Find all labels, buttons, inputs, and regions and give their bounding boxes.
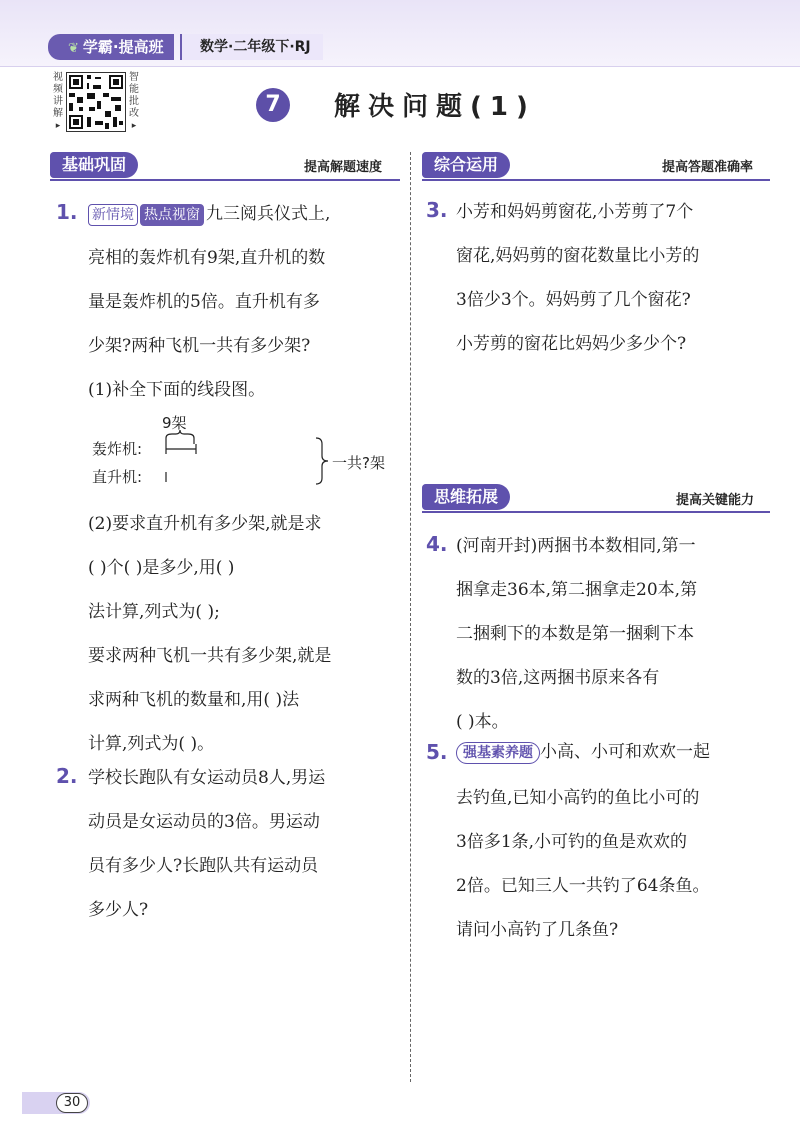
brand-text: 学霸·提高班 (82, 38, 164, 56)
q1-line-1: 新情境 热点视窗 九三阅兵仪式上, (88, 202, 330, 226)
diagram-helicopter-segment (164, 472, 174, 482)
column-divider (410, 152, 411, 1082)
q3-number: 3. (426, 198, 448, 222)
q1-part2-line-3: 法计算,列式为( ); (88, 602, 220, 622)
subject-label: 数学·二年级下·RJ (180, 34, 323, 60)
section-thinking-rule (422, 511, 770, 513)
q4-number: 4. (426, 532, 448, 556)
q4-line-3: 二捆剩下的本数是第一捆剩下本 (456, 624, 694, 644)
diagram-bomber-segment (164, 444, 198, 454)
q5-badge: 强基素养题 (456, 742, 540, 764)
q3-line-3: 3倍少3个。妈妈剪了几个窗花? (456, 290, 691, 310)
diagram-total-brace-icon (314, 436, 332, 486)
section-comprehensive-rule (422, 179, 770, 181)
q5-line-4: 2倍。已知三人一共钓了64条鱼。 (456, 876, 710, 896)
q4-line-5: ( )本。 (456, 712, 509, 732)
qr-code-icon[interactable] (66, 72, 126, 132)
q3-line-4: 小芳剪的窗花比妈妈少多少个? (456, 334, 687, 354)
section-comprehensive-tag: 提高答题准确率 (662, 160, 754, 175)
section-thinking-label: 思维拓展 (422, 484, 510, 510)
q1-line-2: 亮相的轰炸机有9架,直升机的数 (88, 248, 326, 268)
q2-line-2: 动员是女运动员的3倍。男运动 (88, 812, 320, 832)
qr-right-label: 智 能 批 改 ▸ (129, 72, 139, 131)
q1-line-5: (1)补全下面的线段图。 (88, 380, 266, 400)
qr-left-label: 视 频 讲 解 ▸ (53, 72, 63, 131)
q1-badge-new: 新情境 (88, 204, 138, 226)
q1-part2-line-2: ( )个( )是多少,用( ) (88, 558, 235, 578)
q3-line-1: 小芳和妈妈剪窗花,小芳剪了7个 (456, 202, 694, 222)
q5-line-5: 请问小高钓了几条鱼? (456, 920, 619, 940)
q1-line-3: 量是轰炸机的5倍。直升机有多 (88, 292, 320, 312)
q5-line-2: 去钓鱼,已知小高钓的鱼比小可的 (456, 788, 700, 808)
q1-part2-line-4: 要求两种飞机一共有多少架,就是 (88, 646, 332, 666)
section-basic-rule (50, 179, 400, 181)
q1-badge-hot: 热点视窗 (140, 204, 204, 226)
section-thinking-tag: 提高关键能力 (676, 493, 755, 508)
series-brand (48, 34, 174, 60)
q1-part2-line-1: (2)要求直升机有多少架,就是求 (88, 514, 322, 534)
q4-line-4: 数的3倍,这两捆书原来各有 (456, 668, 660, 688)
section-comprehensive-label: 综合运用 (422, 152, 510, 178)
q2-line-4: 多少人? (88, 900, 149, 920)
diagram-row-helicopter: 直升机: (92, 468, 143, 486)
leaf-icon: ❦ (68, 41, 79, 56)
lesson-number: 7 (256, 88, 290, 122)
q5-line-1: 强基素养题 小高、小可和欢欢一起 (456, 740, 710, 764)
q5-line-3: 3倍多1条,小可钓的鱼是欢欢的 (456, 832, 688, 852)
q1-part2-line-6: 计算,列式为( )。 (88, 734, 215, 754)
diagram-total-label: 一共?架 (332, 454, 385, 472)
q2-line-3: 员有多少人?长跑队共有运动员 (88, 856, 319, 876)
q1-part2-line-5: 求两种飞机的数量和,用( )法 (88, 690, 300, 710)
q5-number: 5. (426, 740, 448, 764)
section-basic-label: 基础巩固 (50, 152, 138, 178)
q3-line-2: 窗花,妈妈剪的窗花数量比小芳的 (456, 246, 700, 266)
q1-number: 1. (56, 200, 78, 224)
q4-line-1: (河南开封)两捆书本数相同,第一 (456, 536, 696, 556)
q2-line-1: 学校长跑队有女运动员8人,男运 (88, 768, 326, 788)
q4-line-2: 捆拿走36本,第二捆拿走20本,第 (456, 580, 698, 600)
diagram-row-bomber: 轰炸机: (92, 440, 143, 458)
page-number: 30 (56, 1093, 88, 1113)
section-basic-tag: 提高解题速度 (304, 160, 383, 175)
q1-line-4: 少架?两种飞机一共有多少架? (88, 336, 311, 356)
diagram-top-label: 9架 (162, 414, 187, 432)
q2-number: 2. (56, 764, 78, 788)
lesson-title: 解决问题(1) (334, 92, 536, 122)
